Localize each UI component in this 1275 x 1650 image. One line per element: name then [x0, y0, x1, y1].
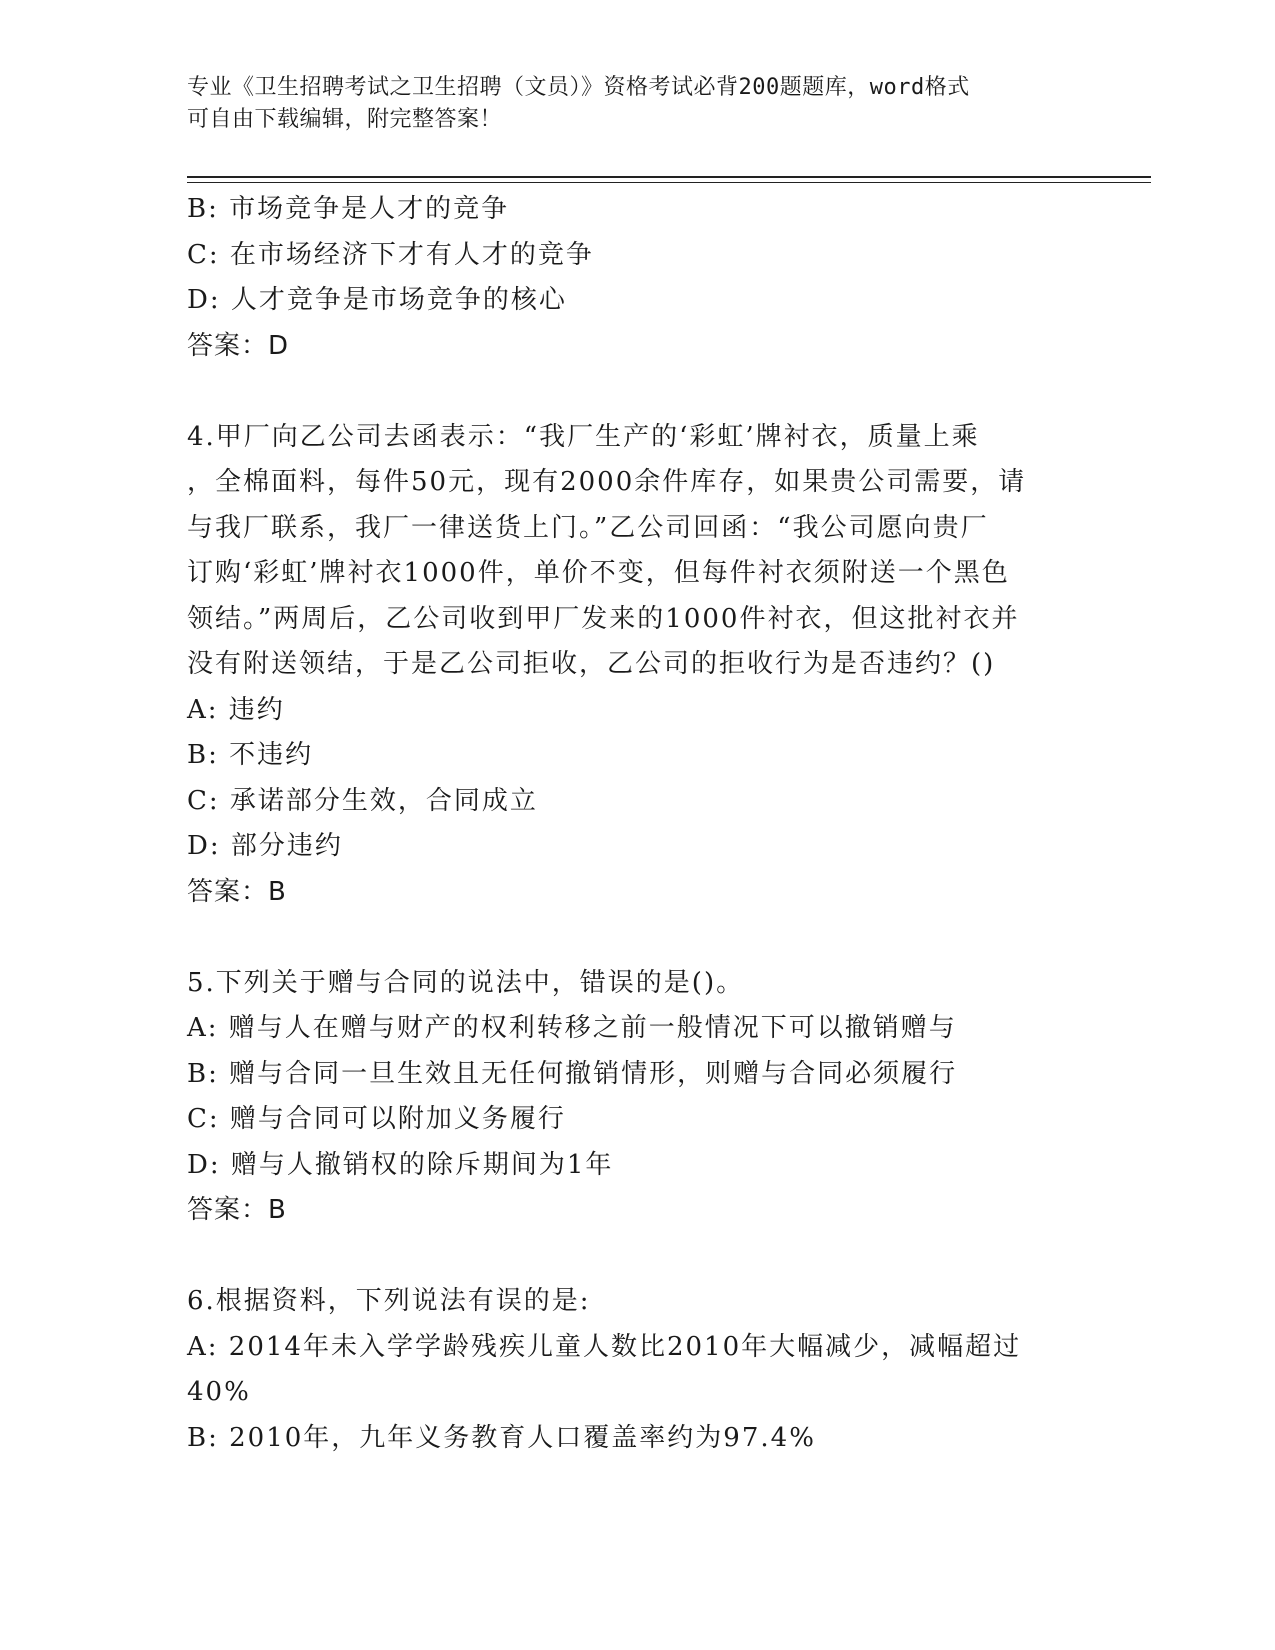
q3-option-c: C: 在市场经济下才有人才的竞争 [187, 239, 594, 270]
q6-option-b: B: 2010年，九年义务教育人口覆盖率约为97.4% [187, 1422, 816, 1453]
q6-option-a-continued: 40% [187, 1377, 251, 1407]
spacer [187, 1234, 1087, 1280]
q5-answer: 答案：B [187, 1195, 287, 1225]
q5-option-b: B: 赠与合同一旦生效且无任何撤销情形，则赠与合同必须履行 [187, 1058, 958, 1089]
q4-option-c: C: 承诺部分生效，合同成立 [187, 785, 538, 816]
q4-option-b: B: 不违约 [187, 740, 314, 770]
q3-option-d: D: 人才竞争是市场竞争的核心 [187, 285, 567, 315]
header-title-line-2: 可自由下载编辑，附完整答案！ [187, 107, 503, 132]
question-6 [187, 1279, 1087, 1461]
q6-option-a: A: 2014年未入学学龄残疾儿童人数比2010年大幅减少，减幅超过 [187, 1331, 1022, 1362]
question-4 [187, 415, 1087, 916]
q5-option-a: A: 赠与人在赠与财产的权利转移之前一般情况下可以撤销赠与 [187, 1013, 957, 1043]
q4-stem-line: ，全棉面料，每件50元，现有2000余件库存，如果贵公司需要，请 [187, 467, 1027, 497]
question-3-tail [187, 187, 1087, 369]
header-title-line-1: 专业《卫生招聘考试之卫生招聘（文员）》资格考试必背200题题库，word格式 [187, 75, 970, 100]
q4-stem-line: 订购‘彩虹’牌衬衣1000件，单价不变，但每件衬衣须附送一个黑色 [187, 558, 1010, 588]
q6-stem: 6.根据资料，下列说法有误的是: [187, 1286, 591, 1316]
q4-option-a: A: 违约 [187, 694, 285, 725]
document-header [187, 72, 1087, 136]
q3-option-b: B: 市场竞争是人才的竞争 [187, 194, 510, 224]
q4-stem-line: 与我厂联系，我厂一律送货上门。”乙公司回函：“我公司愿向贵厂 [187, 512, 989, 543]
question-5 [187, 961, 1087, 1234]
q4-option-d: D: 部分违约 [187, 831, 343, 861]
question-content [187, 187, 1087, 1461]
q5-option-d: D: 赠与人撤销权的除斥期间为1年 [187, 1149, 614, 1180]
q5-option-c: C: 赠与合同可以附加义务履行 [187, 1104, 566, 1134]
q4-answer: 答案：B [187, 876, 287, 907]
q4-stem-line: 4.甲厂向乙公司去函表示：“我厂生产的‘彩虹’牌衬衣，质量上乘 [187, 421, 980, 452]
q5-stem: 5.下列关于赠与合同的说法中，错误的是()。 [187, 967, 745, 998]
q4-stem-line: 没有附送领结，于是乙公司拒收，乙公司的拒收行为是否违约？() [187, 649, 996, 679]
header-divider-thick [187, 176, 1151, 178]
spacer [187, 369, 1087, 415]
spacer [187, 915, 1087, 961]
q4-stem-line: 领结。”两周后，乙公司收到甲厂发来的1000件衬衣，但这批衬衣并 [187, 603, 1020, 634]
header-divider-thin [187, 182, 1151, 183]
q3-answer: 答案：D [187, 330, 290, 361]
